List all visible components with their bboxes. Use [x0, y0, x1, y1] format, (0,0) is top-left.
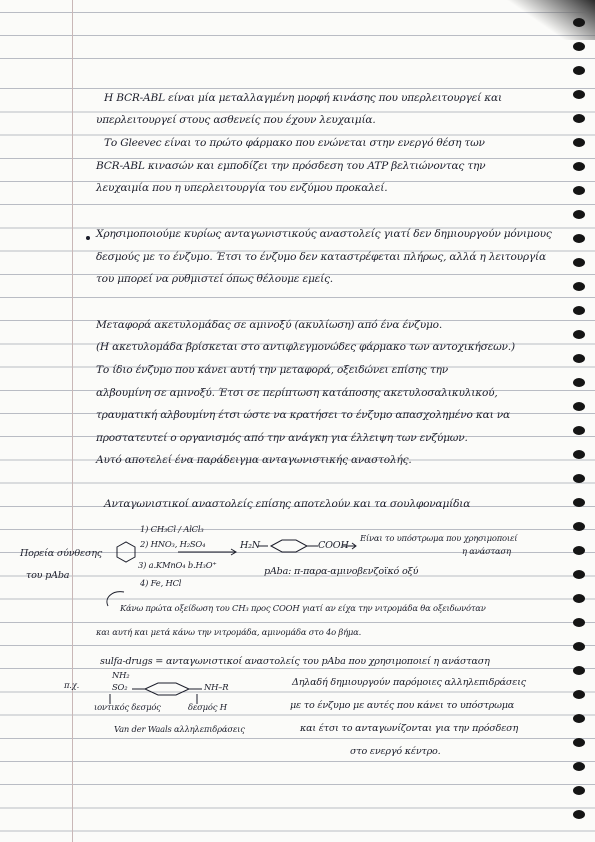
- side-label: Πορεία σύνθεσης: [20, 548, 103, 559]
- text-line: στο ενεργό κέντρο.: [350, 746, 441, 757]
- sulfa-so2: SO₂: [112, 682, 128, 692]
- text-line: (Η ακετυλομάδα βρίσκεται στο αντιφλεγμονώδες φάρμακο των αντοχικήσεων.): [96, 341, 515, 353]
- text-line: Το ίδιο ένζυμο που κάνει αυτή την μεταφορά, οξειδώνει επίσης την: [96, 364, 448, 376]
- product-amine: H₂N: [240, 540, 261, 551]
- text-line: sulfa-drugs = ανταγωνιστικοί αναστολείς του pAba που χρησιμοποιεί η ανάσταση: [100, 656, 490, 667]
- ionic-bond-label: ιοντικός δεσμός: [94, 702, 161, 712]
- product-ring: [271, 540, 307, 552]
- product-carboxyl: COOH: [318, 540, 349, 551]
- reagent-step: 3) a.KMnO₄ b.H₃O⁺: [138, 560, 217, 570]
- reagent-step: 2) HNO₃, H₂SO₄: [140, 539, 206, 549]
- text-line: Δηλαδή δημιουργούν παρόμοιες αλληλεπιδράσεις: [292, 677, 526, 688]
- product-name: pAba: π-παρα-αμινοβενζοϊκό οξύ: [264, 566, 419, 577]
- text-line: προστατευτεί ο οργανισμός από την ανάγκη για έλλειψη των ενζύμων.: [96, 432, 468, 444]
- sulfa-nh2: NH₂: [112, 670, 130, 680]
- text-line: Η BCR-ABL είναι μία μεταλλαγμένη μορφή κινάσης που υπερλειτουργεί και: [104, 92, 502, 104]
- text-line: με το ένζυμο με αυτές που κάνει το υπόστρωμα: [290, 700, 515, 711]
- text-line: και έτσι το ανταγωνίζονται για την πρόσδεση: [300, 723, 519, 734]
- hbond-label: δεσμός H: [188, 702, 227, 712]
- arrow-note: Είναι το υπόστρωμα που χρησιμοποιεί: [360, 533, 518, 543]
- text-line: δεσμούς με το ένζυμο. Έτσι το ένζυμο δεν καταστρέφεται πλήρως, αλλά η λειτουργία: [96, 251, 546, 263]
- text-line: λευχαιμία που η υπερλειτουργία του ενζύμου προκαλεί.: [96, 182, 388, 194]
- benzene-ring: [117, 542, 135, 562]
- text-line: αλβουμίνη σε αμινοξύ. Έτσι σε περίπτωση κατάποσης ακετυλοσαλικυλικού,: [96, 387, 498, 399]
- text-line: Το Gleevec είναι το πρώτο φάρμακο που ενώνεται στην ενεργό θέση των: [104, 137, 485, 149]
- text-line: BCR-ABL κινασών και εμποδίζει την πρόσδεση του ATP βελτιώνοντας την: [96, 160, 486, 172]
- text-line: και αυτή και μετά κάνω την νιτρομάδα, αμινομάδα στο 4ο βήμα.: [96, 627, 362, 637]
- example-label: π.χ.: [64, 680, 80, 690]
- arrow-note: η ανάσταση: [462, 546, 511, 556]
- text-line: υπερλειτουργεί στους ασθενείς που έχουν λευχαιμία.: [96, 114, 376, 126]
- text-line: Κάνω πρώτα οξείδωση του CH₃ προς COOH γιατί αν είχα την νιτρομάδα θα οξειδωνόταν: [120, 603, 486, 613]
- reagent-step: 1) CH₃Cl / AlCl₃: [140, 524, 204, 534]
- text-line: τραυματική αλβουμίνη έτσι ώστε να κρατήσει το ένζυμο απασχολημένο και να: [96, 409, 510, 421]
- sulfa-nhr: NH–R: [204, 682, 229, 692]
- text-line: Χρησιμοποιούμε κυρίως ανταγωνιστικούς αναστολείς γιατί δεν δημιουργούν μόνιμους: [96, 228, 552, 240]
- text-line: Μεταφορά ακετυλομάδας σε αμινοξύ (ακυλίωση) από ένα ένζυμο.: [96, 319, 442, 331]
- sulfa-ring: [145, 683, 189, 695]
- text-line: Ανταγωνιστικοί αναστολείς επίσης αποτελούν και τα σουλφοναμίδια: [104, 498, 471, 510]
- side-label: του pAba: [26, 570, 70, 581]
- vdw-label: Van der Waals αλληλεπιδράσεις: [114, 724, 245, 734]
- text-line: Αυτό αποτελεί ένα παράδειγμα ανταγωνιστικής αναστολής.: [96, 454, 412, 466]
- reagent-step: 4) Fe, HCl: [140, 578, 182, 588]
- text-line: του μπορεί να ρυθμιστεί όπως θέλουμε εμείς.: [96, 273, 333, 285]
